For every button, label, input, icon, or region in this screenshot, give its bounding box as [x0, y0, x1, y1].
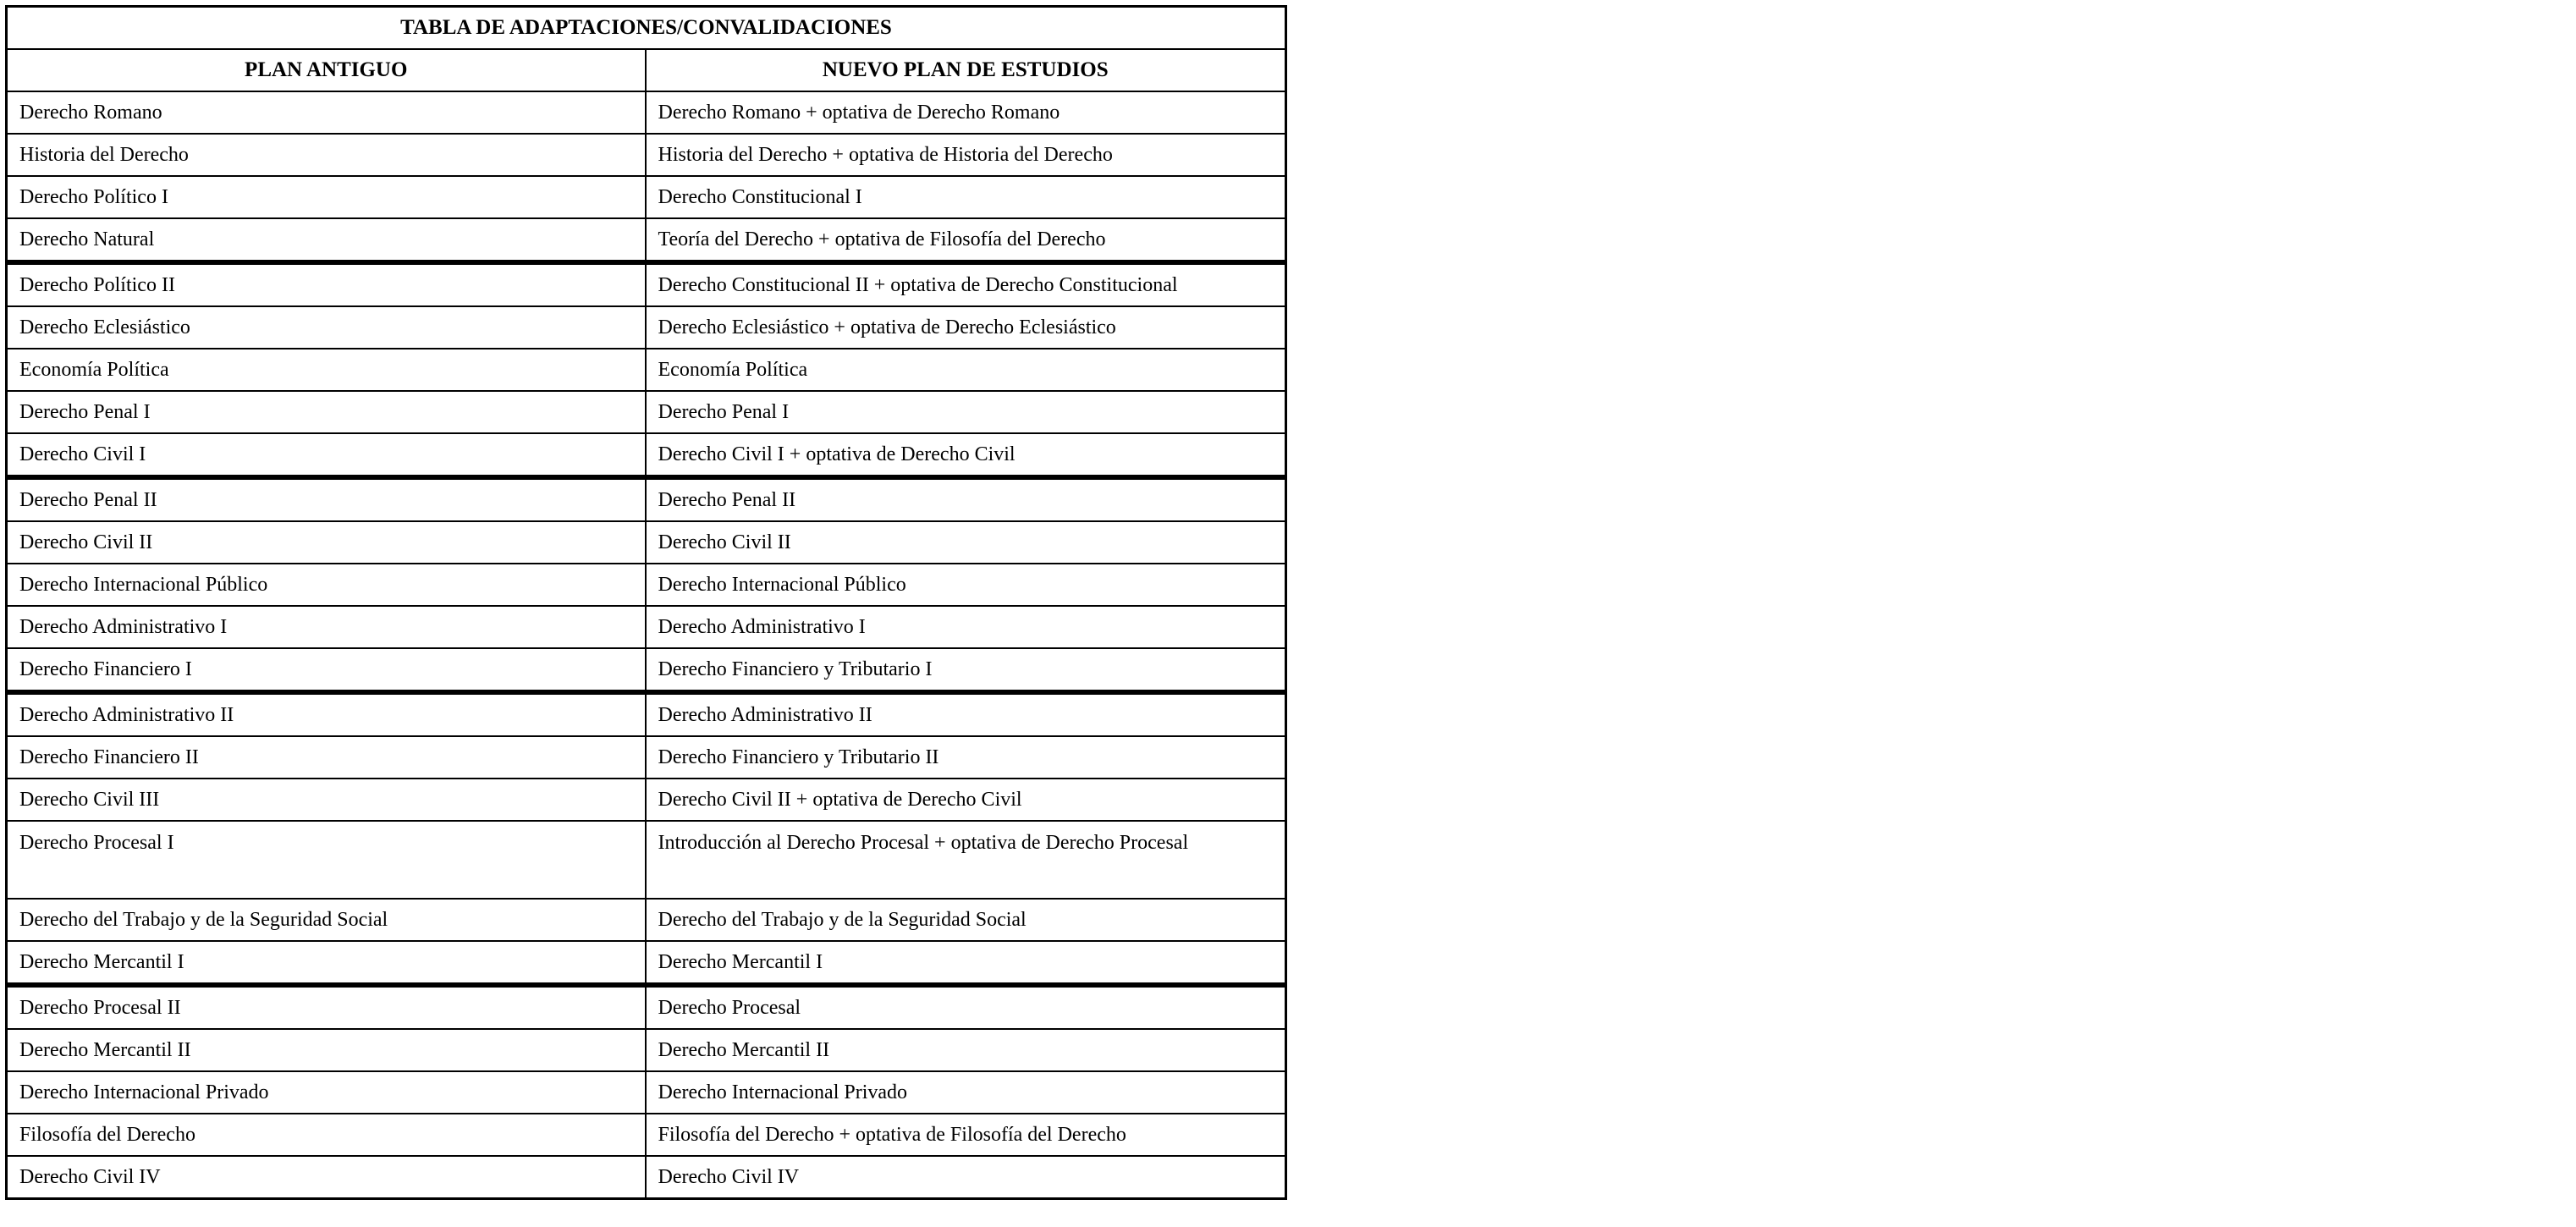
- table-row: [7, 692, 1286, 736]
- table-row: [7, 821, 1286, 899]
- new-subject: Derecho Civil II: [646, 521, 1286, 564]
- old-subject: Derecho Político II: [7, 262, 646, 306]
- table-row: [7, 779, 1286, 821]
- old-subject: Derecho Civil II: [7, 521, 646, 564]
- new-subject: Filosofía del Derecho + optativa de Filosofía del Derecho: [646, 1114, 1286, 1156]
- new-subject: Derecho Internacional Público: [646, 564, 1286, 606]
- table-row: [7, 564, 1286, 606]
- new-subject: Historia del Derecho + optativa de Historia del Derecho: [646, 134, 1286, 176]
- old-subject: Derecho Natural: [7, 218, 646, 262]
- table-row: [7, 306, 1286, 349]
- table-row: [7, 1029, 1286, 1071]
- new-subject: Teoría del Derecho + optativa de Filosofía del Derecho: [646, 218, 1286, 262]
- new-subject: Introducción al Derecho Procesal + optativa de Derecho Procesal: [646, 821, 1286, 899]
- new-subject: Derecho Internacional Privado: [646, 1071, 1286, 1114]
- new-subject: Derecho Financiero y Tributario II: [646, 736, 1286, 779]
- table-row: [7, 1071, 1286, 1114]
- new-subject: Derecho Constitucional II + optativa de Derecho Constitucional: [646, 262, 1286, 306]
- new-subject: Derecho Penal II: [646, 477, 1286, 521]
- new-subject: Derecho Administrativo I: [646, 606, 1286, 648]
- new-subject: Derecho Civil IV: [646, 1156, 1286, 1199]
- table-title-row: [7, 7, 1286, 50]
- table-row: [7, 349, 1286, 391]
- old-subject: Economía Política: [7, 349, 646, 391]
- old-subject: Derecho Procesal I: [7, 821, 646, 899]
- old-subject: Derecho Penal II: [7, 477, 646, 521]
- new-subject: Derecho Romano + optativa de Derecho Romano: [646, 91, 1286, 134]
- old-subject: Derecho Político I: [7, 176, 646, 218]
- old-subject: Derecho Civil IV: [7, 1156, 646, 1199]
- old-subject: Derecho del Trabajo y de la Seguridad Social: [7, 899, 646, 941]
- old-subject: Derecho Mercantil I: [7, 941, 646, 985]
- new-subject: Derecho Procesal: [646, 985, 1286, 1029]
- new-subject: Derecho Civil II + optativa de Derecho Civil: [646, 779, 1286, 821]
- old-subject: Filosofía del Derecho: [7, 1114, 646, 1156]
- table-row: [7, 391, 1286, 433]
- new-subject: Economía Política: [646, 349, 1286, 391]
- old-subject: Derecho Administrativo I: [7, 606, 646, 648]
- table-row: [7, 941, 1286, 985]
- new-subject: Derecho Civil I + optativa de Derecho Civil: [646, 433, 1286, 477]
- old-subject: Derecho Romano: [7, 91, 646, 134]
- old-subject: Derecho Eclesiástico: [7, 306, 646, 349]
- table-row: [7, 736, 1286, 779]
- old-subject: Derecho Procesal II: [7, 985, 646, 1029]
- header-new-plan: NUEVO PLAN DE ESTUDIOS: [646, 49, 1286, 91]
- table-row: [7, 477, 1286, 521]
- table-row: [7, 1114, 1286, 1156]
- document-page: [5, 5, 1285, 1200]
- table-row: [7, 262, 1286, 306]
- old-subject: Derecho Financiero II: [7, 736, 646, 779]
- old-subject: Derecho Internacional Público: [7, 564, 646, 606]
- new-subject: Derecho Mercantil I: [646, 941, 1286, 985]
- table-title: TABLA DE ADAPTACIONES/CONVALIDACIONES: [7, 7, 1286, 50]
- old-subject: Historia del Derecho: [7, 134, 646, 176]
- old-subject: Derecho Internacional Privado: [7, 1071, 646, 1114]
- table-header-row: [7, 49, 1286, 91]
- new-subject: Derecho Financiero y Tributario I: [646, 648, 1286, 692]
- table-row: [7, 985, 1286, 1029]
- new-subject: Derecho Constitucional I: [646, 176, 1286, 218]
- adaptation-table: [5, 5, 1287, 1200]
- old-subject: Derecho Administrativo II: [7, 692, 646, 736]
- table-row: [7, 176, 1286, 218]
- table-row: [7, 648, 1286, 692]
- new-subject: Derecho Penal I: [646, 391, 1286, 433]
- table-row: [7, 134, 1286, 176]
- table-row: [7, 606, 1286, 648]
- new-subject: Derecho Mercantil II: [646, 1029, 1286, 1071]
- old-subject: Derecho Civil I: [7, 433, 646, 477]
- table-row: [7, 521, 1286, 564]
- new-subject: Derecho del Trabajo y de la Seguridad Social: [646, 899, 1286, 941]
- table-row: [7, 1156, 1286, 1199]
- table-row: [7, 433, 1286, 477]
- table-row: [7, 218, 1286, 262]
- table-row: [7, 91, 1286, 134]
- old-subject: Derecho Penal I: [7, 391, 646, 433]
- old-subject: Derecho Financiero I: [7, 648, 646, 692]
- new-subject: Derecho Administrativo II: [646, 692, 1286, 736]
- old-subject: Derecho Mercantil II: [7, 1029, 646, 1071]
- new-subject: Derecho Eclesiástico + optativa de Derecho Eclesiástico: [646, 306, 1286, 349]
- header-old-plan: PLAN ANTIGUO: [7, 49, 646, 91]
- old-subject: Derecho Civil III: [7, 779, 646, 821]
- table-row: [7, 899, 1286, 941]
